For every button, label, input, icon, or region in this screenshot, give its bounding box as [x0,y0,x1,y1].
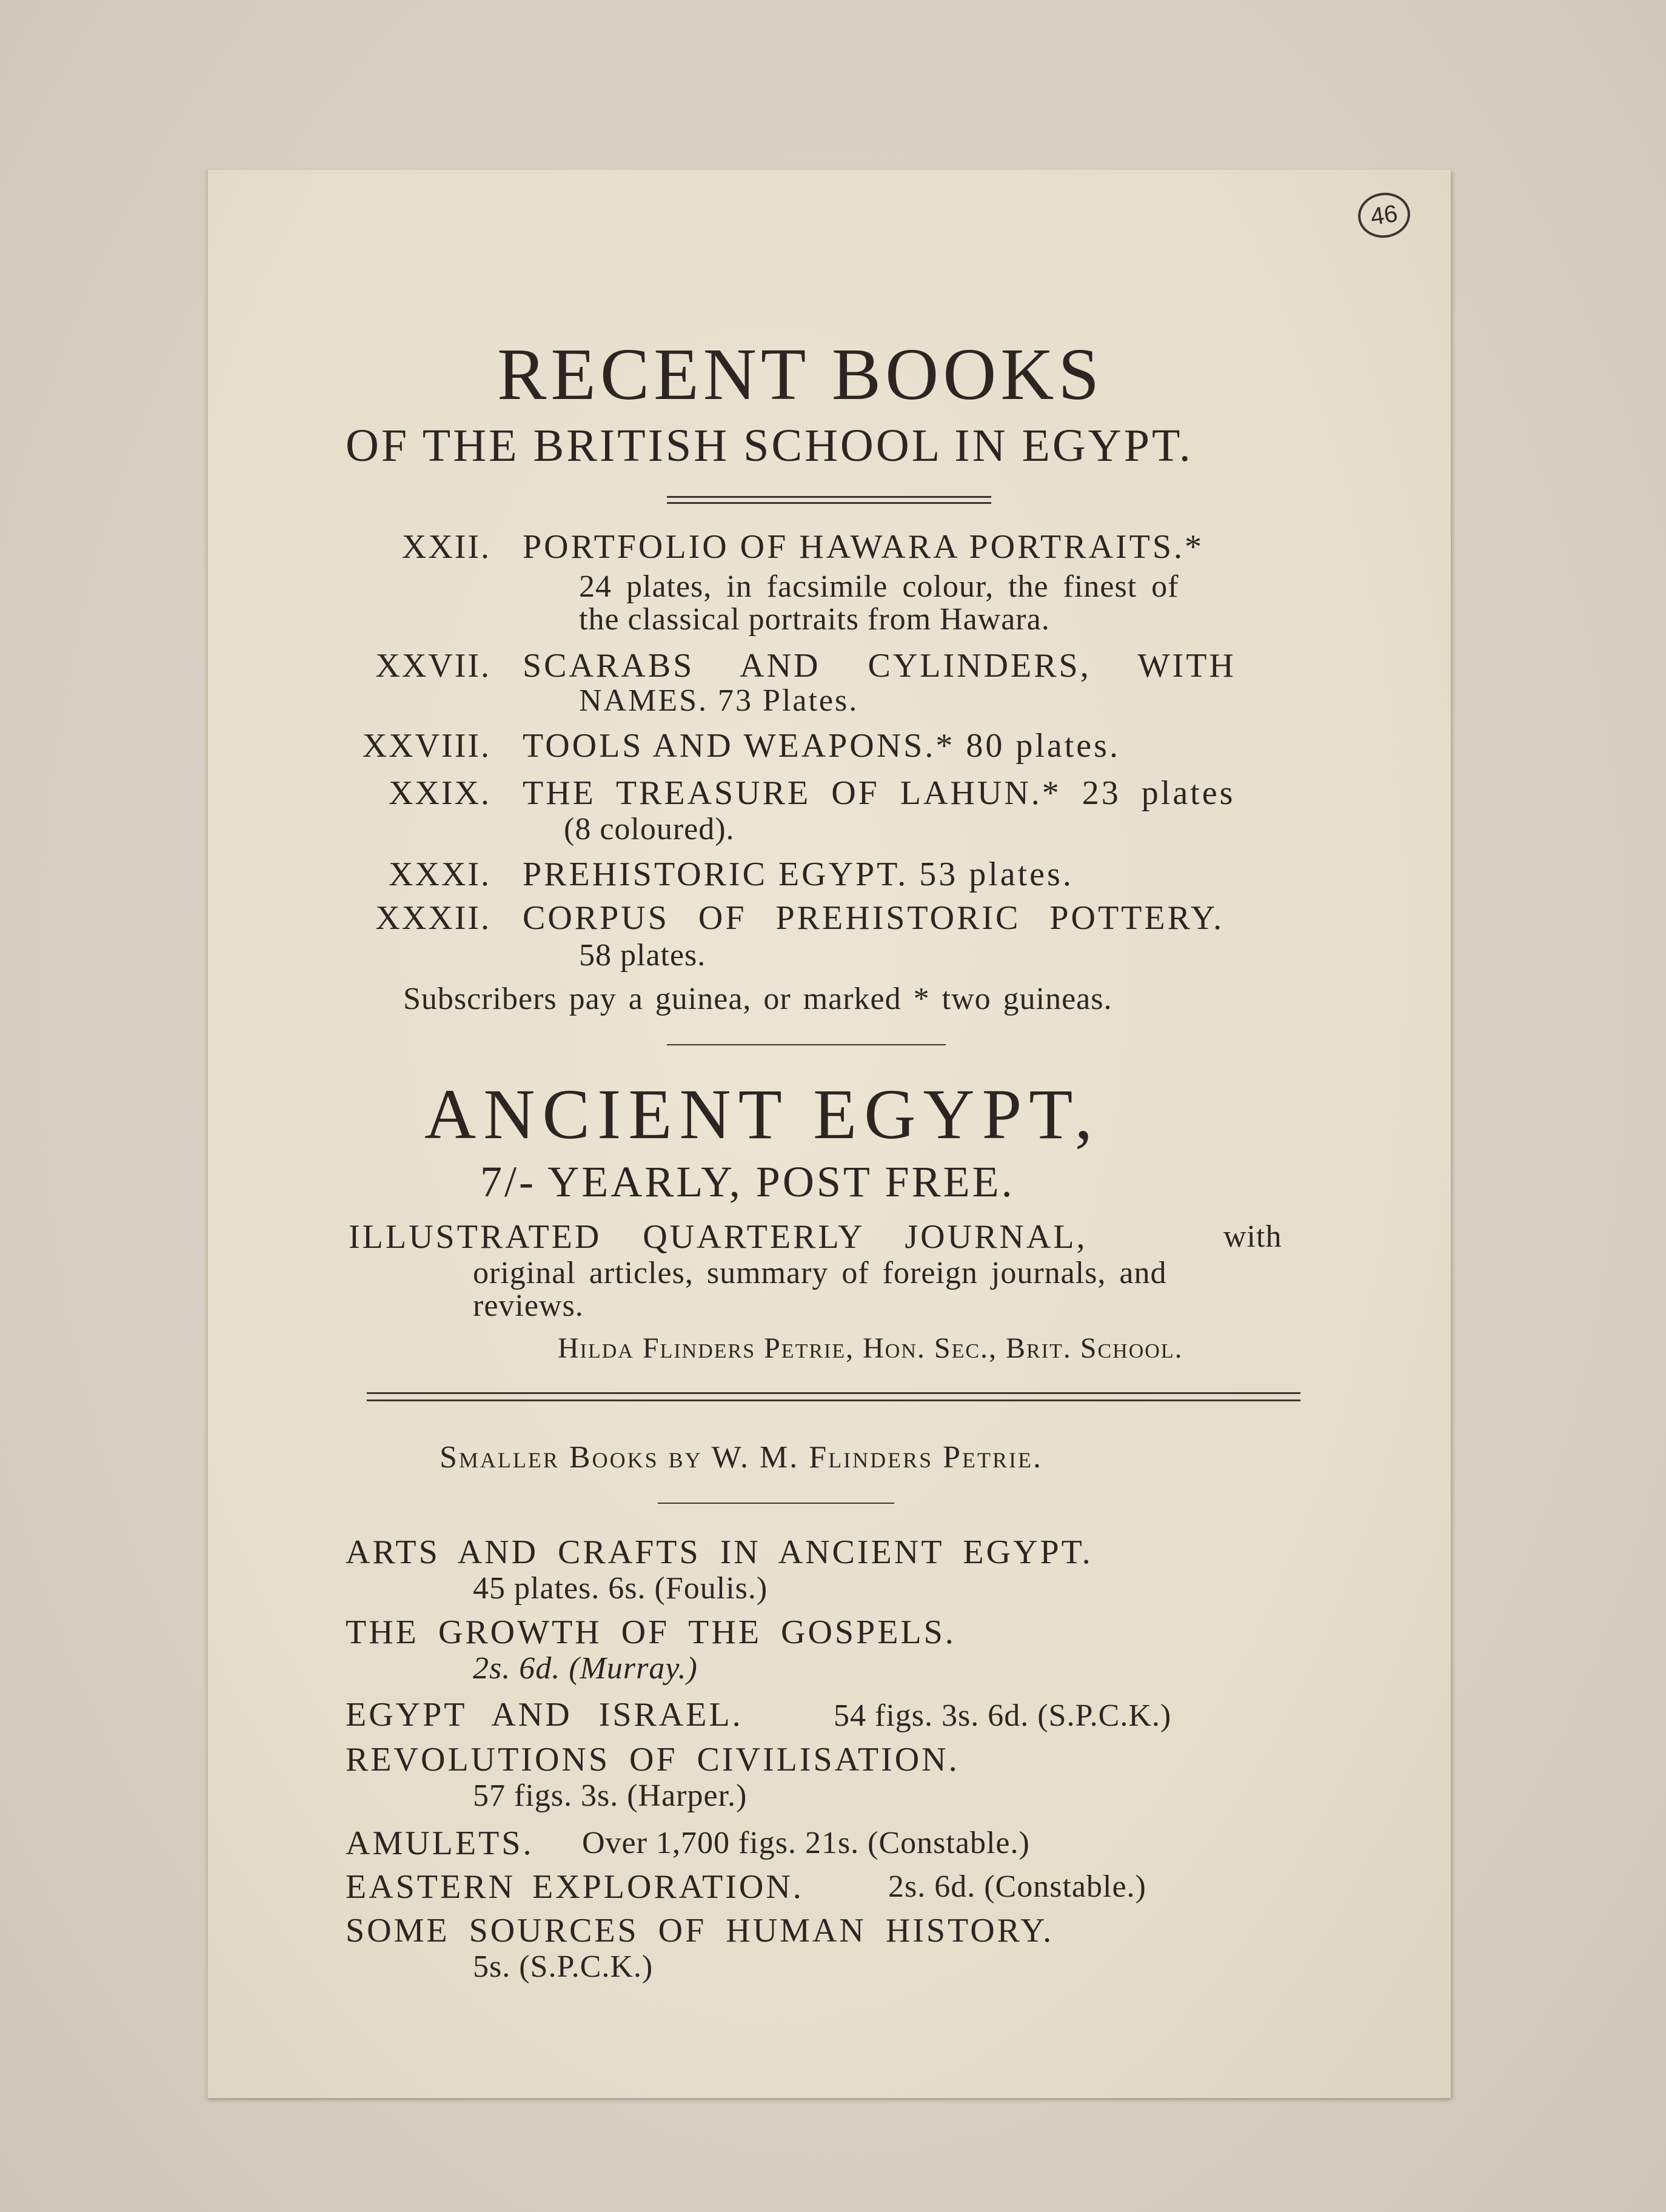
subscribers-note: Subscribers pay a guinea, or marked * two guineas. [403,982,1112,1016]
journal-description: reviews. [473,1289,584,1323]
book-title: PORTFOLIO OF HAWARA PORTRAITS.* [523,528,1205,566]
smaller-book-detail: Over 1,700 figs. 21s. (Constable.) [582,1826,1030,1860]
double-rule-top-2 [667,502,991,504]
smaller-book-title: ARTS AND CRAFTS IN ANCIENT EGYPT. [346,1533,1093,1571]
smaller-book-title: REVOLUTIONS OF CIVILISATION. [346,1741,960,1778]
book-detail: 24 plates, in facsimile colour, the finest of [579,569,1179,604]
double-rule-bottom-2 [367,1399,1300,1401]
book-numeral: XXXII. [375,899,491,937]
journal-title: ANCIENT EGYPT, [424,1074,1100,1154]
journal-description: original articles, summary of foreign journals, and [473,1256,1167,1290]
journal-description: ILLUSTRATED QUARTERLY JOURNAL, [349,1218,1088,1256]
book-numeral: XXIX. [389,774,491,812]
book-detail: 58 plates. [579,938,706,973]
book-title: CORPUS OF PREHISTORIC POTTERY. [523,899,1225,937]
book-numeral: XXXI. [389,856,491,893]
smaller-book-detail: 2s. 6d. (Constable.) [888,1869,1146,1904]
book-numeral: XXVII. [375,647,491,685]
book-detail: NAMES. 73 Plates. [579,683,859,718]
book-title: SCARABS AND CYLINDERS, WITH [523,647,1236,685]
page-subtitle: OF THE BRITISH SCHOOL IN EGYPT. [346,420,1193,471]
journal-price: 7/- YEARLY, POST FREE. [480,1158,1015,1206]
folio-number: 46 [1355,189,1413,241]
book-title: PREHISTORIC EGYPT. 53 plates. [523,856,1074,893]
journal-description-with: with [1223,1219,1282,1254]
page-title: RECENT BOOKS [497,333,1104,415]
smaller-book-detail: 54 figs. 3s. 6d. (S.P.C.K.) [834,1698,1172,1733]
smaller-book-detail: 45 plates. 6s. (Foulis.) [473,1571,768,1606]
smaller-book-title: SOME SOURCES OF HUMAN HISTORY. [346,1912,1054,1949]
smaller-book-detail: 5s. (S.P.C.K.) [473,1949,654,1984]
rule-smaller-books [658,1503,894,1504]
rule-middle [667,1044,946,1045]
smaller-book-detail: 57 figs. 3s. (Harper.) [473,1778,748,1813]
smaller-book-title: AMULETS. [346,1825,534,1862]
book-title: THE TREASURE OF LAHUN.* 23 plates [523,774,1236,812]
double-rule-top-1 [667,496,991,498]
book-numeral: XXII. [401,528,491,566]
book-title: TOOLS AND WEAPONS.* 80 plates. [523,727,1120,765]
smaller-book-title: THE GROWTH OF THE GOSPELS. [346,1614,956,1651]
double-rule-bottom-1 [367,1392,1300,1394]
book-detail: the classical portraits from Hawara. [579,602,1050,637]
smaller-book-title: EGYPT AND ISRAEL. [346,1696,743,1734]
smaller-book-detail: 2s. 6d. (Murray.) [473,1651,698,1686]
smaller-book-title: EASTERN EXPLORATION. [346,1868,804,1906]
book-numeral: XXVIII. [362,727,491,765]
book-detail: (8 coloured). [564,812,735,846]
smaller-books-heading: Smaller Books by W. M. Flinders Petrie. [440,1440,1043,1475]
journal-signature: Hilda Flinders Petrie, Hon. Sec., Brit. School. [558,1332,1183,1364]
